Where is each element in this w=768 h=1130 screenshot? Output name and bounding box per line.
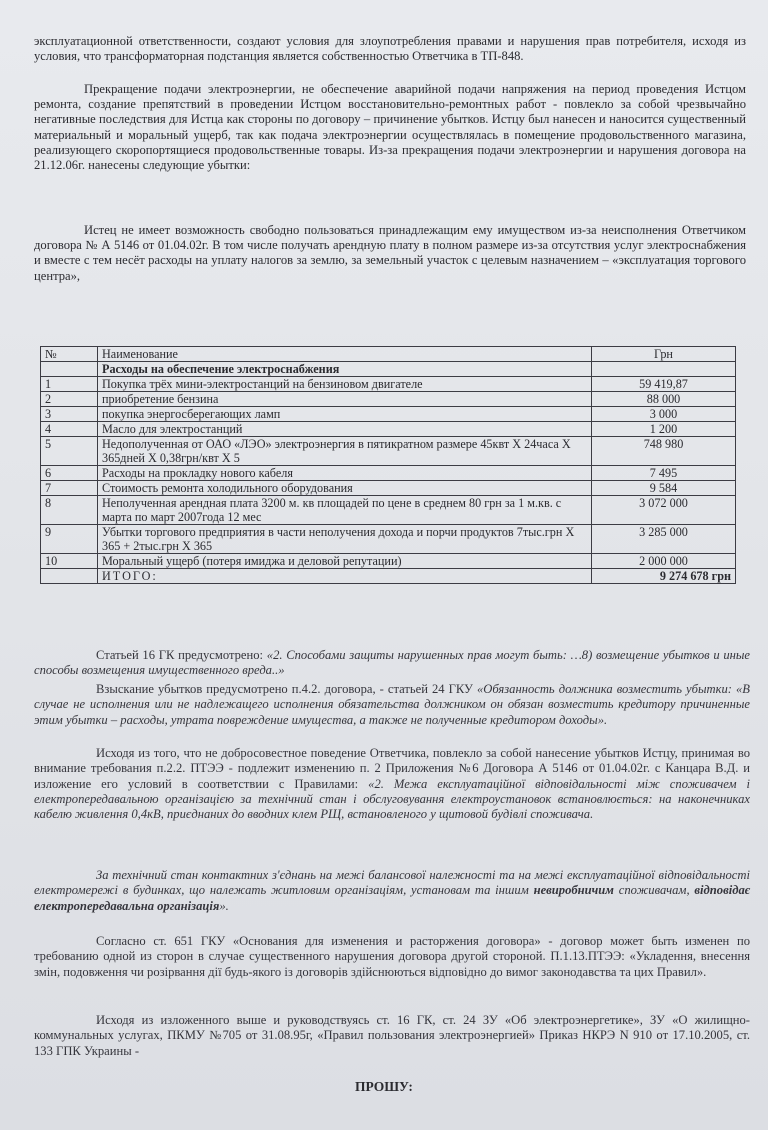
table-row xyxy=(41,422,736,437)
basis-text: Исходя из изложенного выше и руководствуясь ст. 16 ГК, ст. 24 ЗУ «Об электроэнергетике», ЗУ «О жилищно-коммунальных услугах, ПКМУ №705 от 31.08.95г, «Правил пользования электроэнергией» Приказ НКРЭ N 910 от 17.10.2005, ст. 133 ГПК Украины - xyxy=(34,1013,750,1058)
row-name: приобретение бензина xyxy=(98,392,592,407)
row-amount: 3 072 000 xyxy=(592,496,736,525)
row-number: 2 xyxy=(41,392,98,407)
row-number: 7 xyxy=(41,481,98,496)
intro-paragraph-top xyxy=(34,34,746,64)
table-row xyxy=(41,481,736,496)
article-651-paragraph xyxy=(34,934,750,980)
header-number: № xyxy=(41,347,98,362)
total-value: 9 274 678 грн xyxy=(592,569,736,584)
meter-bold-1: невиробничим xyxy=(533,883,614,898)
responsibility-paragraph xyxy=(34,868,750,914)
table-row xyxy=(41,525,736,554)
row-amount: 2 000 000 xyxy=(592,554,736,569)
row-amount: 3 000 xyxy=(592,407,736,422)
row-number: 9 xyxy=(41,525,98,554)
meter-bold-2: відповідає електропередавальна організація xyxy=(34,883,750,913)
table-row xyxy=(41,437,736,466)
row-number: 1 xyxy=(41,377,98,392)
property-paragraph: Истец не имеет возможность свободно пользоваться принадлежащим ему имуществом из-за неисполнения Ответчиком договора № А 5146 от 01.04.02г. В том числе получать арендную плату в полном размере из-за отсутствия услуг электроснабжения и вместе с тем несёт расходы на уплату налогов за землю, за земельный участок с целевым назначением – «эксплуатация торгового центра», xyxy=(34,223,746,283)
row-amount: 1 200 xyxy=(592,422,736,437)
meter-text-c: ». xyxy=(219,898,229,913)
row-number: 4 xyxy=(41,422,98,437)
request-heading: ПРОШУ: xyxy=(355,1079,413,1094)
art24-quote: «Обязанность должника возместить убытки: «В случае не исполнения или не надлежащего исполнения обязательства должником он обязан возместить кредитору причиненные этим убытки – расходы, утрата повреждение имущества, а также не полученные кредитором доходы». xyxy=(34,682,750,727)
table-total-row xyxy=(41,569,736,584)
row-number: 8 xyxy=(41,496,98,525)
art16-quote: «2. Способами защиты нарушенных прав могут быть: …8) возмещение убытков и иные способы возмещения имущественного вреда..» xyxy=(34,648,750,678)
breach-lead: Исходя из того, что не добросовестное поведение Ответчика, повлекло за собой нанесение убытков Истцу, принимая во внимание требования п.2.2. ПТЭЭ - подлежит изменению п. 2 Приложения №6 Договора А 5146 от 01.04.02г. с Канцара В.Д. и изложение его условий в соответствии с Правилами: xyxy=(34,746,750,791)
row-amount: 88 000 xyxy=(592,392,736,407)
row-number: 3 xyxy=(41,407,98,422)
row-name: Расходы на прокладку нового кабеля xyxy=(98,466,592,481)
row-name: Покупка трёх мини-электростанций на бензиновом двигателе xyxy=(98,377,592,392)
row-name: покупка энергосберегающих ламп xyxy=(98,407,592,422)
total-label: ИТОГО: xyxy=(98,569,592,584)
table-header-row xyxy=(41,347,736,362)
table-row xyxy=(41,377,736,392)
row-amount: 9 584 xyxy=(592,481,736,496)
breach-paragraph xyxy=(34,746,750,822)
article-16-paragraph xyxy=(34,648,750,679)
row-amount: 59 419,87 xyxy=(592,377,736,392)
header-amount: Грн xyxy=(592,347,736,362)
art16-lead: Статьей 16 ГК предусмотрено: xyxy=(96,648,267,662)
row-name: Убытки торгового предприятия в части неполучения дохода и порчи продуктов 7тыс.грн X 365 + 2тыс.грн X 365 xyxy=(98,525,592,554)
table-row xyxy=(41,554,736,569)
art24-lead: Взыскание убытков предусмотрено п.4.2. договора, - статьей 24 ГКУ xyxy=(96,682,477,696)
intro-line-top: эксплуатационной ответственности, создают условия для злоупотребления правами и нарушения прав потребителя, исходя из условия, что трансформаторная подстанция является собственностью Ответчика в ТП-848. xyxy=(34,34,746,64)
row-name: Моральный ущерб (потеря имиджа и деловой репутации) xyxy=(98,554,592,569)
row-name: Масло для электростанций xyxy=(98,422,592,437)
breach-quote: «2. Межа експлуатаційної відповідальності між споживачем і електропередавальною організацією за технічний стан і обслуговування електроустановок встановлюється: на наконечниках кабелю живлення 0,4кВ, приєднаних до вводних клем РЩ, встановленого у щитовой будівлі споживача. xyxy=(34,776,750,822)
row-number: 6 xyxy=(41,466,98,481)
losses-paragraph: Прекращение подачи электроэнергии, не обеспечение аварийной подачи напряжения на период проведения Истцом ремонта, создание препятствий в проведении Истцом восстановительно-ремонтных работ - повлекло за собой чрезвычайно негативные последствия для Истца как стороны по договору – причинение убытков. Истцу был нанесен и наносится существенный материальный и моральный ущерб, так как подача электроэнергии осуществлялась в помещение продовольственного магазина, реализующего скоропортящиеся продовольственные товары. Из-за прекращения подачи электроэнергии и нарушения договора на 21.12.06г. нанесены следующие убытки: xyxy=(34,82,746,173)
row-name: Неполученная арендная плата 3200 м. кв площадей по цене в среднем 80 грн за 1 м.кв. с марта по март 2007года 12 мес xyxy=(98,496,592,525)
losses-table xyxy=(40,346,736,584)
row-amount: 748 980 xyxy=(592,437,736,466)
art651-text: Согласно ст. 651 ГКУ «Основания для изменения и расторжения договора» - договор может быть изменен по требованию одной из сторон в случае существенного нарушения договора другой стороной. П.1.13.ПТЭЭ: «Укладення, внесення змін, подовження чи розірвання дії будь-якого із договорів здійснюються відповідно до вимог законодавства та цих Правил». xyxy=(34,934,750,979)
legal-basis-paragraph xyxy=(34,1013,750,1059)
meter-text-a: За технічний стан контактних з'єднань на межі балансової належності та на межі експлуатаційної відповідальності електромережі в будинках, що належать житловим організаціям, установам та іншим xyxy=(34,868,750,898)
header-name: Наименование xyxy=(98,347,592,362)
row-number: 5 xyxy=(41,437,98,466)
table-section-row xyxy=(41,362,736,377)
table-row xyxy=(41,466,736,481)
table-row xyxy=(41,392,736,407)
section-title: Расходы на обеспечение электроснабжения xyxy=(98,362,592,377)
intro-paragraph-property xyxy=(34,223,746,284)
table-row xyxy=(41,496,736,525)
intro-paragraph-losses xyxy=(34,82,746,173)
row-amount: 3 285 000 xyxy=(592,525,736,554)
table-row xyxy=(41,407,736,422)
row-name: Стоимость ремонта холодильного оборудования xyxy=(98,481,592,496)
article-24-paragraph xyxy=(34,682,750,728)
row-number: 10 xyxy=(41,554,98,569)
row-amount: 7 495 xyxy=(592,466,736,481)
meter-text-b: споживачам, xyxy=(613,883,695,898)
row-name: Недополученная от ОАО «ЛЭО» электроэнергия в пятикратном размере 45квт X 24часа X 365дней X 0,38грн/квт X 5 xyxy=(98,437,592,466)
